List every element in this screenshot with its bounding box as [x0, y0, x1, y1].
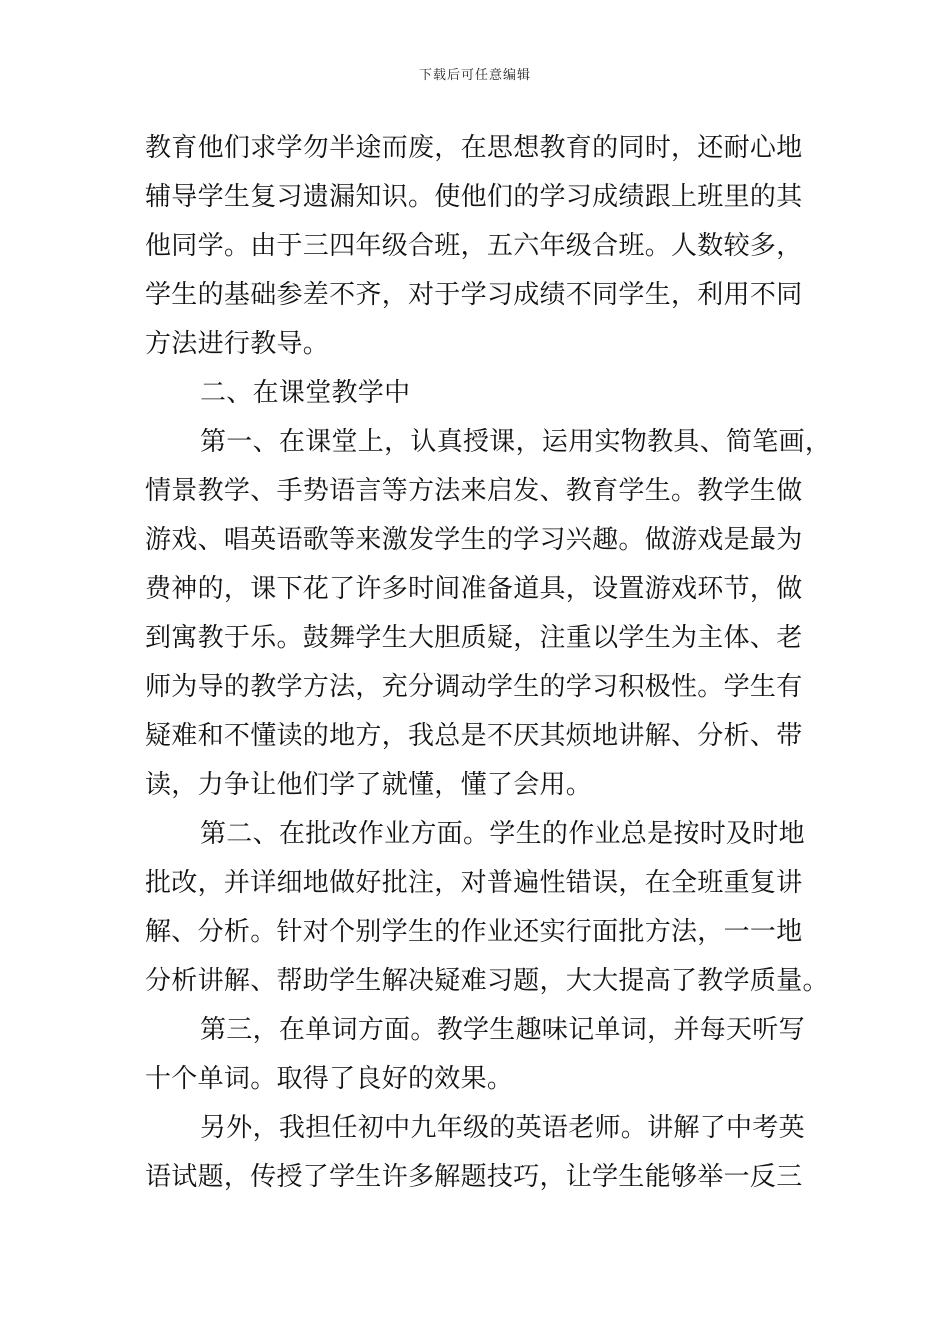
section-heading: 二、在课堂教学中 — [200, 378, 411, 408]
text-line: 另外，我担任初中九年级的英语老师。讲解了中考英 — [200, 1113, 805, 1143]
text-line: 十个单词。取得了良好的效果。 — [145, 1064, 514, 1094]
text-line: 费神的，课下花了许多时间准备道具，设置游戏环节，做 — [145, 574, 803, 604]
text-line: 第一、在课堂上，认真授课，运用实物教具、简笔画， — [200, 427, 832, 457]
page-header: 下载后可任意编辑 — [418, 68, 531, 83]
text-line: 方法进行教导。 — [145, 329, 330, 359]
text-line: 辅导学生复习遗漏知识。使他们的学习成绩跟上班里的其 — [145, 182, 803, 212]
text-line: 到寓教于乐。鼓舞学生大胆质疑，注重以学生为主体、老 — [145, 623, 803, 653]
text-line: 分析讲解、帮助学生解决疑难习题，大大提高了教学质量。 — [145, 966, 829, 996]
text-line: 游戏、唱英语歌等来激发学生的学习兴趣。做游戏是最为 — [145, 525, 803, 555]
text-line: 解、分析。针对个别学生的作业还实行面批方法，一一地 — [145, 917, 803, 947]
text-line: 第二、在批改作业方面。学生的作业总是按时及时地 — [200, 819, 805, 849]
text-line: 疑难和不懂读的地方，我总是不厌其烦地讲解、分析、带 — [145, 721, 803, 751]
text-line: 语试题，传授了学生许多解题技巧，让学生能够举一反三 — [145, 1162, 803, 1192]
document-body — [145, 124, 832, 1202]
text-line: 批改，并详细地做好批注，对普遍性错误，在全班重复讲 — [145, 868, 803, 898]
text-line: 他同学。由于三四年级合班，五六年级合班。人数较多， — [145, 231, 803, 261]
text-line: 情景教学、手势语言等方法来启发、教育学生。教学生做 — [145, 476, 803, 506]
text-line: 师为导的教学方法，充分调动学生的学习积极性。学生有 — [145, 672, 803, 702]
text-line: 第三，在单词方面。教学生趣味记单词，并每天听写 — [200, 1015, 805, 1045]
text-line: 教育他们求学勿半途而废，在思想教育的同时，还耐心地 — [145, 133, 803, 163]
text-line: 学生的基础参差不齐，对于学习成绩不同学生，利用不同 — [145, 280, 803, 310]
text-line: 读，力争让他们学了就懂，懂了会用。 — [145, 770, 593, 800]
